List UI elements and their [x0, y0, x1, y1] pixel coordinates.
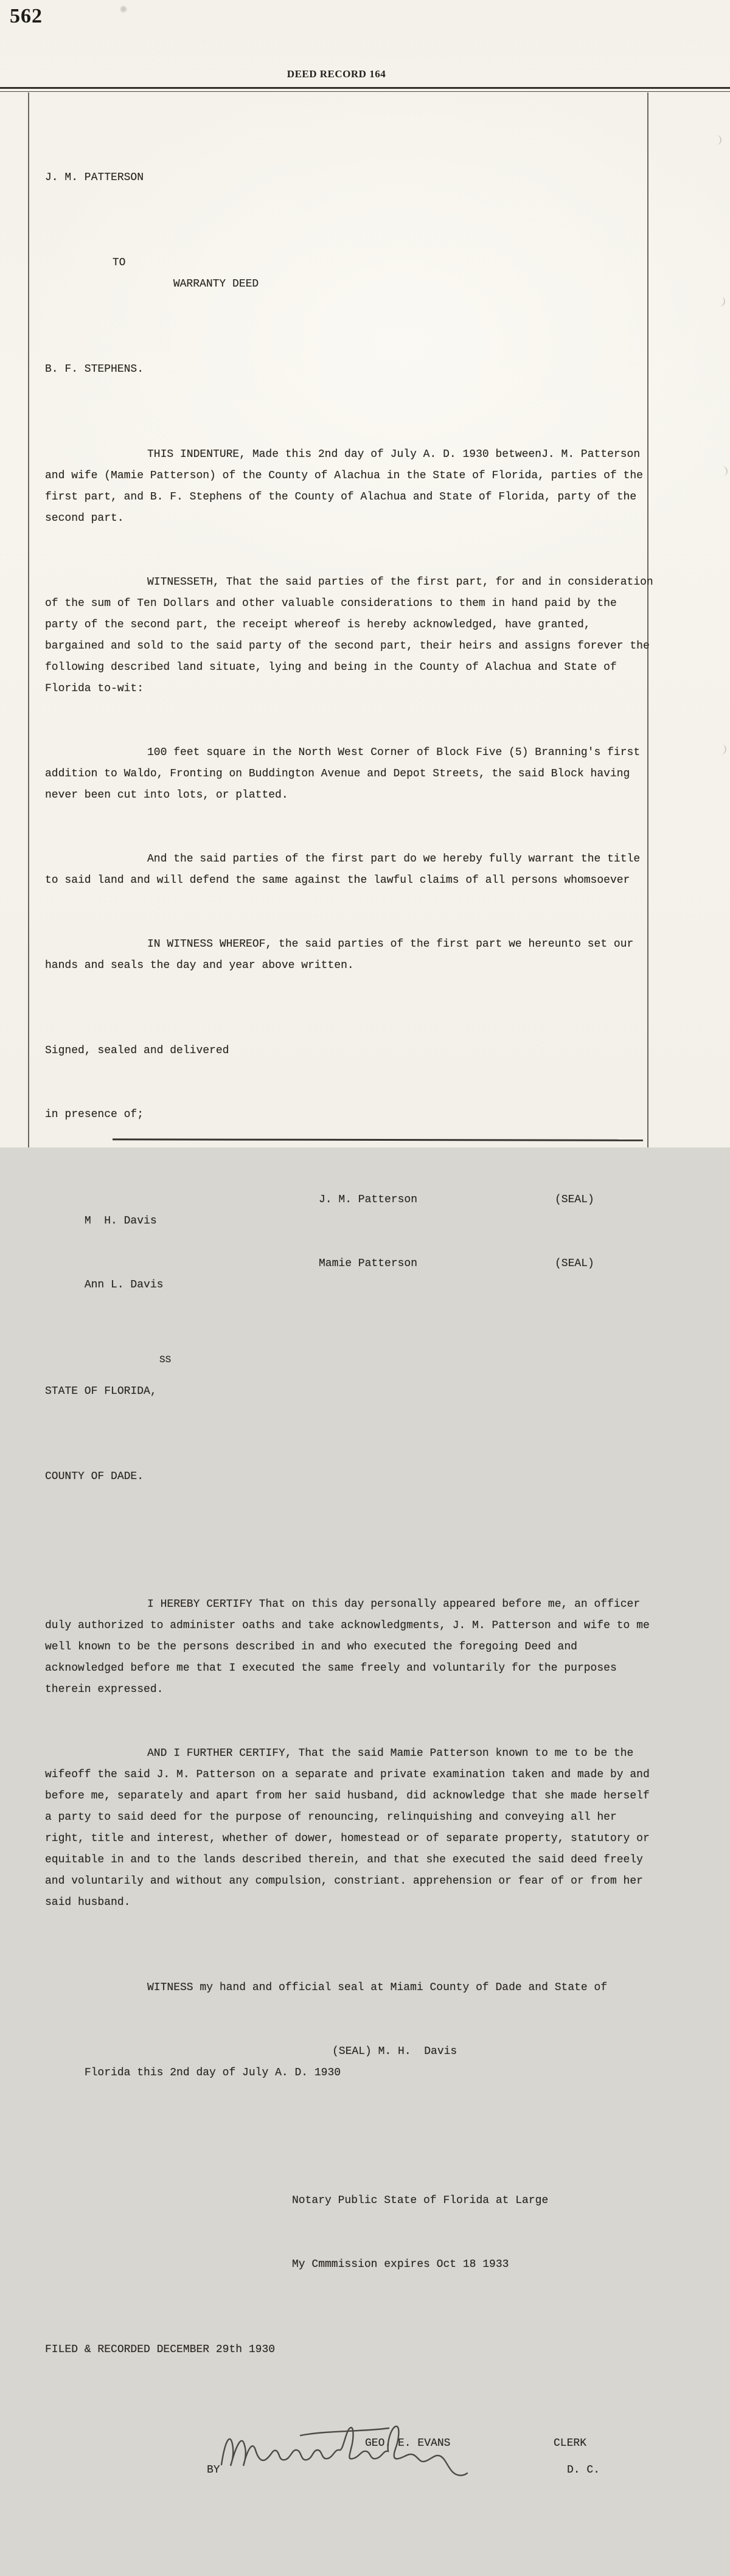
notary-seal-signature: (SEAL) M. H. Davis: [332, 2045, 457, 2058]
deputy-clerk-label: D. C.: [567, 2464, 600, 2476]
handwritten-signature: [215, 2417, 483, 2490]
witness-name: Ann L. Davis: [84, 1279, 164, 1291]
witnesseth-paragraph: WITNESSETH, That the said parties of the first part, for and in consideration of the sum of Ten Dollars and other valuable considerations to them in hand paid by the party of the second part, the receipt whereof is hereby acknowledged, have granted, bargained and sold to the said party of the second part, their heirs and assigns forever the following described land situate, lying and being in the County of Alachua and State of Florida to-wit:: [45, 576, 660, 695]
scan-artifact: [715, 135, 721, 145]
notary-title: Notary Public State of Florida at Large: [292, 2195, 549, 2207]
indenture-paragraph: THIS INDENTURE, Made this 2nd day of July A. D. 1930 betweenJ. M. Patterson and wife (Mamie Patterson) of the County of Alachua in the State of Florida, parties of the first part, and B. F. Stephens of the County of Alachua and State of Florida, party of the second part.: [45, 448, 650, 524]
in-witness-clause: IN WITNESS WHEREOF, the said parties of the first part we hereunto set our hands and seals the day and year above written.: [45, 938, 641, 972]
venue-county: COUNTY OF DADE.: [45, 1471, 144, 1483]
signature-row: [45, 1253, 653, 1291]
scan-artifact: [120, 6, 127, 12]
venue-ss-label: SS: [159, 1354, 172, 1365]
signature-row: [45, 1189, 653, 1227]
scan-artifact: [720, 745, 727, 755]
commission-expiry: My Cmmmission expires Oct 18 1933: [292, 2258, 509, 2271]
venue-state: STATE OF FLORIDA,: [45, 1385, 157, 1398]
signed-sealed-line: Signed, sealed and delivered: [45, 1045, 229, 1057]
further-certify-paragraph: AND I FURTHER CERTIFY, That the said Mamie Patterson known to me to be the wifeoff the said J. M. Patterson on a separate and private examination taken and made by and before me, separately and apart from her said husband, did acknowledge that she made herself a party to said deed for the purpose of renouncing, relinquishing and conveying all her right, title and interest, whether of dower, homestead or of separate property, statutory or equitable in and to the lands described therein, and that she executed the said deed freely and voluntarily and without any compulsion, constriant. apprehension or fear of or from her said husband.: [45, 1747, 656, 1909]
by-label: BY: [207, 2464, 220, 2476]
seal-label: (SEAL): [555, 1258, 594, 1270]
caption-to-label: TO: [112, 257, 126, 269]
signer-name: Mamie Patterson: [319, 1258, 418, 1270]
header-rule-thin: [0, 91, 730, 92]
left-margin-rule: [28, 92, 29, 1147]
witness-date-text: Florida this 2nd day of July A. D. 1930: [84, 2067, 341, 2079]
instrument-type: WARRANTY DEED: [173, 278, 259, 290]
in-presence-line: in presence of;: [45, 1109, 144, 1121]
property-description: 100 feet square in the North West Corner of Block Five (5) Branning's first addition to Waldo, Fronting on Buddington Avenue and Depot Streets, the said Block having never been cut into lots, or platted.: [45, 747, 647, 801]
header-rule-thick: [0, 87, 730, 89]
witness-seal-line2: [45, 2041, 653, 2126]
deed-body: [45, 103, 660, 2570]
scan-artifact: [718, 296, 726, 307]
grantee-name: B. F. STEPHENS.: [45, 363, 144, 375]
clerk-title: CLERK: [554, 2437, 587, 2449]
scan-artifact: [721, 465, 728, 476]
caption-line: [45, 231, 653, 316]
filed-recorded-line: FILED & RECORDED DECEMBER 29th 1930: [45, 2344, 276, 2356]
signer-name: J. M. Patterson: [319, 1194, 418, 1206]
venue-block: [45, 1338, 653, 1530]
page-header: DEED RECORD 164: [287, 68, 386, 80]
certify-paragraph: I HEREBY CERTIFY That on this day personally appeared before me, an officer duly authorized to administer oaths and take acknowledgments, J. M. Patterson and wife to me well known to be the persons described in and who executed the foregoing Deed and acknowledged before me that I executed the same freely and voluntarily for the purposes therein expressed.: [45, 1598, 656, 1696]
page-number: 562: [10, 5, 43, 27]
witness-name: M H. Davis: [84, 1215, 157, 1227]
seal-label: (SEAL): [555, 1194, 594, 1206]
witness-seal-line1: WITNESS my hand and official seal at Miami County of Dade and State of: [147, 1982, 608, 1994]
grantor-name: J. M. PATTERSON: [45, 172, 144, 184]
clerk-block: [45, 2427, 653, 2506]
clerk-name: GEO. E. EVANS: [365, 2437, 451, 2449]
warranty-clause: And the said parties of the first part do we hereby fully warrant the title to said land and will defend the same against the lawful claims of all persons whomsoever: [45, 853, 647, 886]
